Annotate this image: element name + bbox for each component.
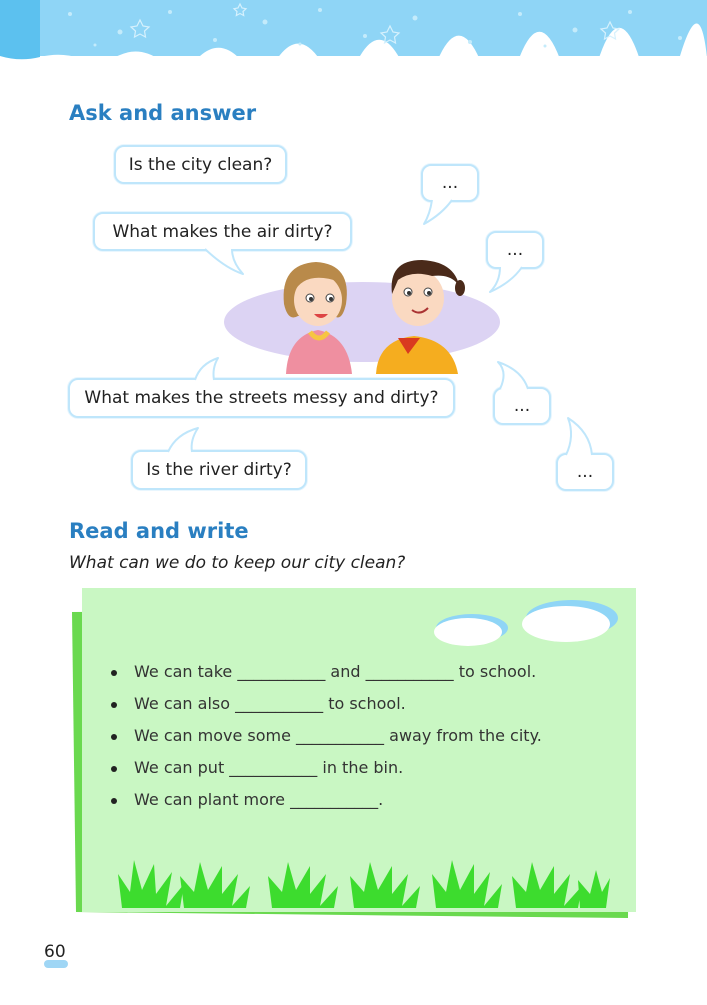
page-number: 60 [44, 942, 66, 962]
section-title-read: Read and write [69, 519, 249, 543]
sentence-text: We can also ___________ to school. [134, 694, 406, 713]
answer-bubble: ... [556, 453, 614, 491]
sentence-text: We can take ___________ and ___________ to school. [134, 662, 537, 681]
list-item [108, 722, 542, 754]
question-bubble: Is the river dirty? [131, 450, 307, 490]
question-bubble: What makes the air dirty? [93, 212, 352, 251]
sentence-text: We can move some ___________ away from the city. [134, 726, 542, 745]
list-item [108, 786, 542, 818]
sentence-text: We can plant more ___________. [134, 790, 384, 809]
children-illustration [222, 252, 502, 374]
answer-bubble: ... [486, 231, 544, 269]
list-item [108, 754, 542, 786]
question-bubble: Is the city clean? [114, 145, 287, 184]
answer-bubble: ... [421, 164, 479, 202]
list-item [108, 658, 542, 690]
sentence-text: We can put ___________ in the bin. [134, 758, 404, 777]
section-title-ask: Ask and answer [69, 101, 257, 125]
answer-bubble: ... [493, 387, 551, 425]
sentence-list [108, 658, 542, 818]
question-prompt: What can we do to keep our city clean? [69, 553, 406, 573]
list-item [108, 690, 542, 722]
question-bubble: What makes the streets messy and dirty? [68, 378, 455, 418]
